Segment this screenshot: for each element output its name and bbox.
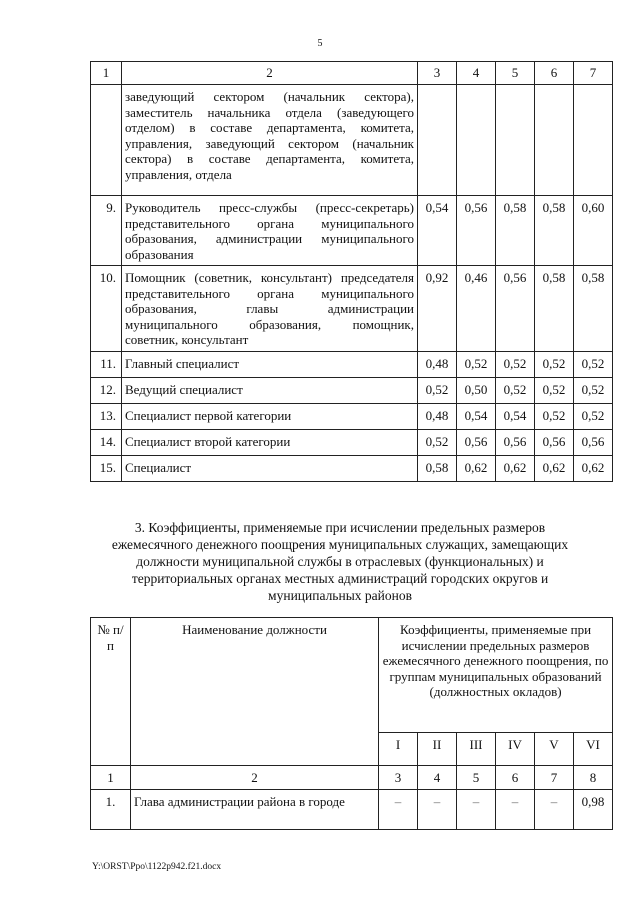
coefficient-value: 0,58 xyxy=(418,456,457,482)
coefficient-value: 0,52 xyxy=(574,352,613,378)
group-cell: VI xyxy=(574,733,613,766)
coefficient-value: 0,98 xyxy=(574,789,613,829)
table-row xyxy=(91,352,613,378)
group-cell: IV xyxy=(496,733,535,766)
row-number xyxy=(91,85,122,196)
coefficient-value: 0,56 xyxy=(496,266,535,352)
table-row xyxy=(91,430,613,456)
position-name: Глава администрации района в городе xyxy=(131,789,379,829)
table2-header-row xyxy=(91,618,613,733)
position-name: Руководитель пресс-службы (пресс-секретарь) представительного органа муниципального образования, администрации муниципального образования xyxy=(122,196,418,266)
section-3-title: 3. Коэффициенты, применяемые при исчислении предельных размеров ежемесячного денежного поощрения муниципальных служащих, замещающих должности муниципальной службы в отраслевых (функциональных) и территориальных органах местных администраций городских округов и муниципальных районов xyxy=(111,520,569,603)
coefficient-value: 0,62 xyxy=(496,456,535,482)
header-num: № п/п xyxy=(91,618,131,766)
row-number: 14. xyxy=(91,430,122,456)
coefficient-value: 0,60 xyxy=(574,196,613,266)
row-number: 1. xyxy=(91,789,131,829)
coefficient-value: – xyxy=(457,789,496,829)
coefficient-value: 0,52 xyxy=(535,378,574,404)
coefficient-value: 0,56 xyxy=(535,430,574,456)
group-cell: II xyxy=(418,733,457,766)
coefficient-value: 0,56 xyxy=(496,430,535,456)
table-row xyxy=(91,85,613,196)
coefficient-value xyxy=(418,85,457,196)
coefficient-value: 0,62 xyxy=(535,456,574,482)
index-cell: 4 xyxy=(418,766,457,790)
row-number: 13. xyxy=(91,404,122,430)
page-number: 5 xyxy=(317,38,323,49)
table-row xyxy=(91,378,613,404)
table-row xyxy=(91,266,613,352)
coefficient-value: 0,52 xyxy=(535,352,574,378)
coefficient-value: 0,92 xyxy=(418,266,457,352)
coefficient-value: 0,46 xyxy=(457,266,496,352)
coefficient-value: – xyxy=(379,789,418,829)
row-number: 11. xyxy=(91,352,122,378)
coefficient-value: 0,58 xyxy=(496,196,535,266)
coefficient-value: 0,54 xyxy=(457,404,496,430)
coefficient-value xyxy=(535,85,574,196)
coefficients-table-continued xyxy=(90,61,613,482)
coefficient-value: 0,54 xyxy=(496,404,535,430)
coefficient-value: 0,52 xyxy=(496,378,535,404)
group-cell: I xyxy=(379,733,418,766)
row-number: 10. xyxy=(91,266,122,352)
group-cell: III xyxy=(457,733,496,766)
coefficients-table-section-3 xyxy=(90,617,613,830)
coefficient-value: 0,52 xyxy=(418,378,457,404)
header-cell: 6 xyxy=(535,62,574,85)
header-cell: 3 xyxy=(418,62,457,85)
header-position-name: Наименование должности xyxy=(131,618,379,766)
coefficient-value: 0,56 xyxy=(574,430,613,456)
header-cell: 7 xyxy=(574,62,613,85)
index-cell: 2 xyxy=(131,766,379,790)
coefficient-value: 0,48 xyxy=(418,404,457,430)
position-name: заведующий сектором (начальник сектора), заместитель начальника отдела (заведующего отделом) в составе департамента, комитета, управления, заведующий сектором (начальник сектора) в составе департамента, комитета, управления, отдела xyxy=(122,85,418,196)
coefficient-value: 0,62 xyxy=(457,456,496,482)
position-name: Главный специалист xyxy=(122,352,418,378)
index-cell: 8 xyxy=(574,766,613,790)
header-cell: 5 xyxy=(496,62,535,85)
table-header-row xyxy=(91,62,613,85)
index-cell: 3 xyxy=(379,766,418,790)
header-coefficients: Коэффициенты, применяемые при исчислении предельных размеров ежемесячного денежного поощрения, по группам муниципальных образований (должностных окладов) xyxy=(379,618,613,733)
position-name: Специалист xyxy=(122,456,418,482)
table-row xyxy=(91,456,613,482)
coefficient-value xyxy=(457,85,496,196)
footer-file-path: Y:\ORST\Ppo\1122p942.f21.docx xyxy=(92,862,222,872)
table-row xyxy=(91,404,613,430)
coefficient-value xyxy=(496,85,535,196)
coefficient-value: 0,52 xyxy=(574,378,613,404)
coefficient-value: 0,62 xyxy=(574,456,613,482)
coefficient-value: 0,52 xyxy=(496,352,535,378)
header-cell: 4 xyxy=(457,62,496,85)
coefficient-value: 0,52 xyxy=(418,430,457,456)
coefficient-value: – xyxy=(496,789,535,829)
coefficient-value: 0,52 xyxy=(574,404,613,430)
position-name: Ведущий специалист xyxy=(122,378,418,404)
coefficient-value: – xyxy=(535,789,574,829)
coefficient-value: 0,58 xyxy=(574,266,613,352)
table-row xyxy=(91,789,613,829)
index-cell: 7 xyxy=(535,766,574,790)
row-number: 9. xyxy=(91,196,122,266)
table-row xyxy=(91,196,613,266)
position-name: Помощник (советник, консультант) председателя представительного органа муниципального образования, главы администрации муниципального образования, помощник, советник, консультант xyxy=(122,266,418,352)
header-cell: 2 xyxy=(122,62,418,85)
coefficient-value: 0,52 xyxy=(535,404,574,430)
coefficient-value: 0,52 xyxy=(457,352,496,378)
group-cell: V xyxy=(535,733,574,766)
coefficient-value: 0,58 xyxy=(535,196,574,266)
coefficient-value: 0,54 xyxy=(418,196,457,266)
coefficient-value: 0,48 xyxy=(418,352,457,378)
row-number: 12. xyxy=(91,378,122,404)
coefficient-value: – xyxy=(418,789,457,829)
coefficient-value xyxy=(574,85,613,196)
header-cell: 1 xyxy=(91,62,122,85)
index-cell: 5 xyxy=(457,766,496,790)
position-name: Специалист первой категории xyxy=(122,404,418,430)
index-cell: 6 xyxy=(496,766,535,790)
coefficient-value: 0,58 xyxy=(535,266,574,352)
index-cell: 1 xyxy=(91,766,131,790)
position-name: Специалист второй категории xyxy=(122,430,418,456)
row-number: 15. xyxy=(91,456,122,482)
coefficient-value: 0,56 xyxy=(457,430,496,456)
coefficient-value: 0,56 xyxy=(457,196,496,266)
coefficient-value: 0,50 xyxy=(457,378,496,404)
table2-index-row xyxy=(91,766,613,790)
